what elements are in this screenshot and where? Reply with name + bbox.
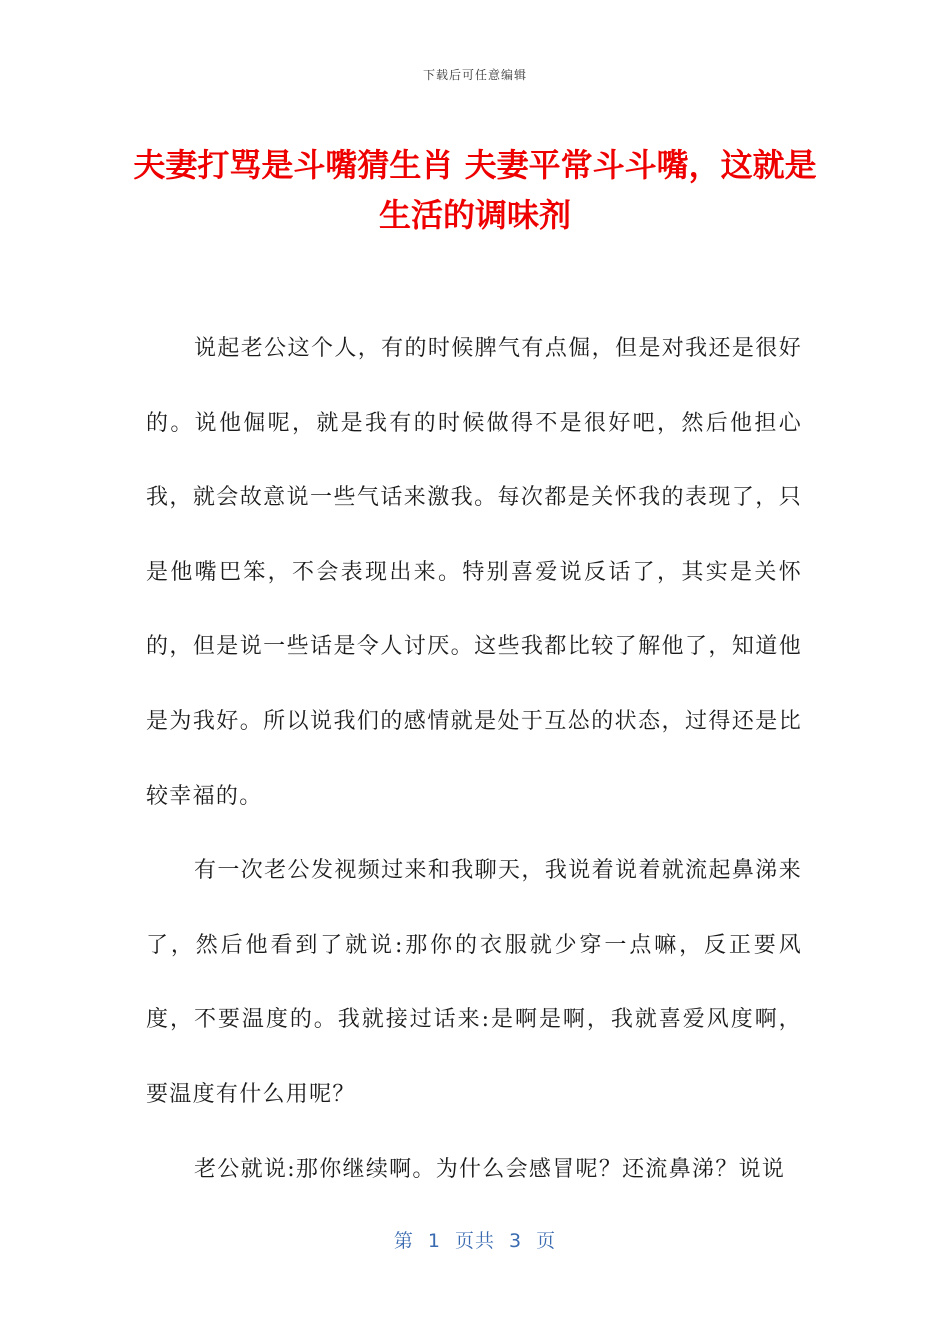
footer-page-suffix: 页 [536,1230,557,1252]
page-header-note: 下载后可任意编辑 [422,68,527,82]
paragraph-2: 有一次老公发视频过来和我聊天，我说着说着就流起鼻涕来了，然后他看到了就说:那你的衣服就少穿一点嘛，反正要风度，不要温度的。我就接过话来:是啊是啊，我就喜爱风度啊，要温度有什么用呢？ [146,858,802,1107]
document-body [146,312,802,1207]
footer-current-page: 1 [427,1230,441,1252]
footer-page-middle: 页共 [454,1230,495,1252]
footer-total-pages: 3 [509,1230,523,1252]
page-footer [0,1226,950,1253]
paragraph-3: 老公就说:那你继续啊。为什么会感冒呢？还流鼻涕？说说 [194,1156,786,1182]
footer-page-prefix: 第 [393,1230,414,1252]
document-title: 夫妻打骂是斗嘴猜生肖 夫妻平常斗斗嘴，这就是生活的调味剂 [133,146,817,234]
paragraph-1: 说起老公这个人，有的时候脾气有点倔，但是对我还是很好的。说他倔呢，就是我有的时候做得不是很好吧，然后他担心我，就会故意说一些气话来激我。每次都是关怀我的表现了，只是他嘴巴笨，不会表现出来。特别喜爱说反话了，其实是关怀的，但是说一些话是令人讨厌。这些我都比较了解他了，知道他是为我好。所以说我们的感情就是处于互怂的状态，过得还是比较幸福的。 [146,336,802,809]
